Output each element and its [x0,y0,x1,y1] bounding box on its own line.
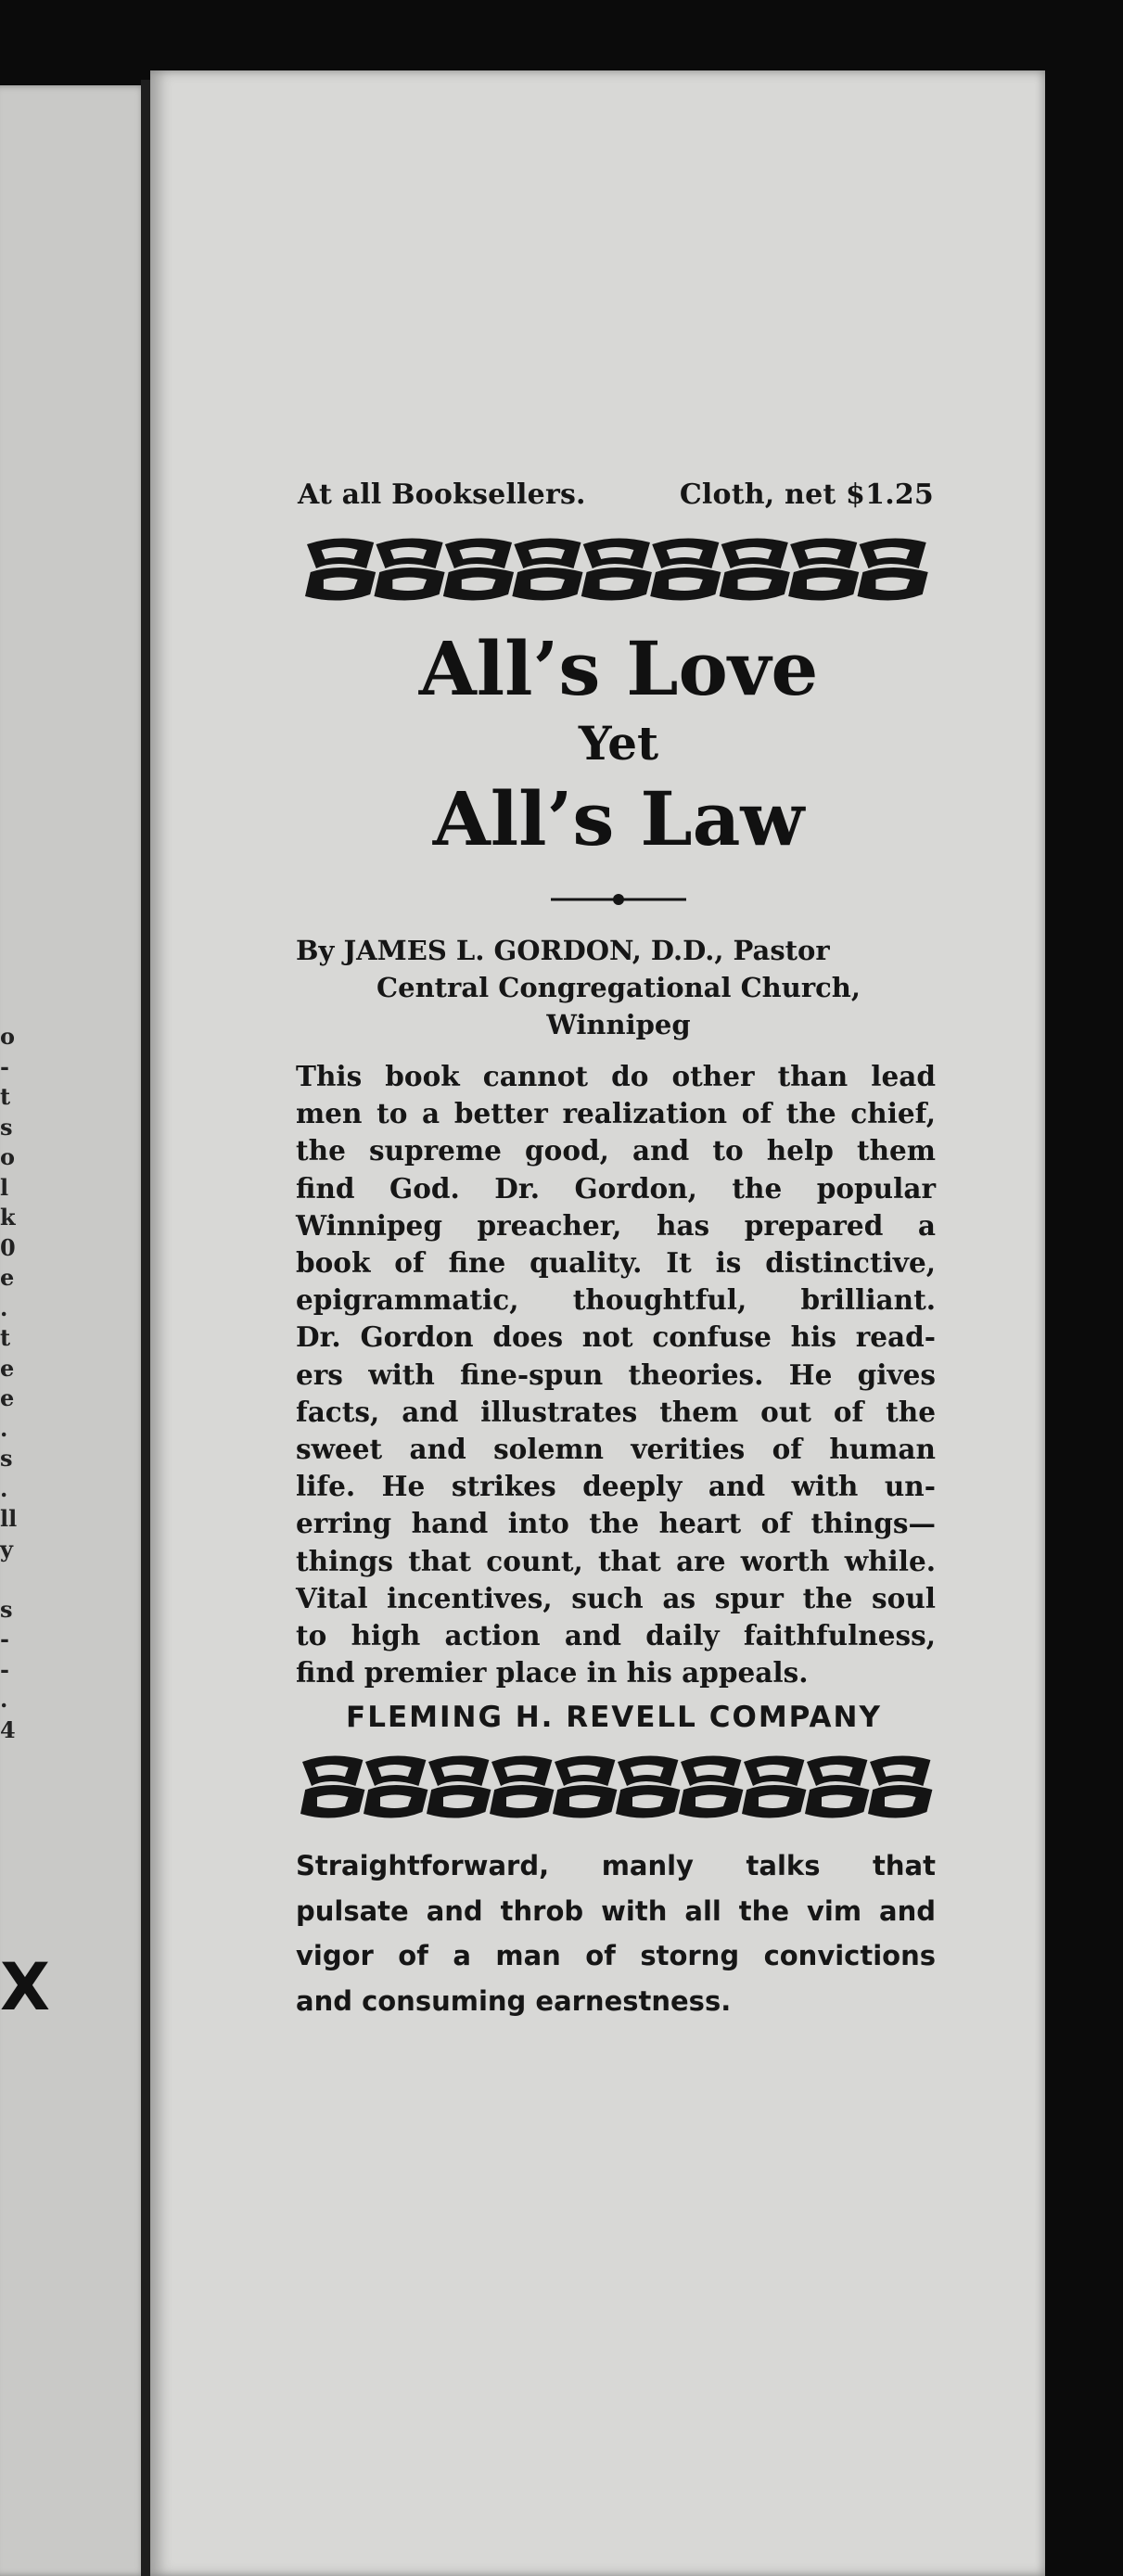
left-edge-char: - [0,1052,9,1080]
byline-church: Central Congregational Church, [376,972,861,1003]
availability-text: At all Booksellers. [298,478,586,511]
left-edge-char: o [0,1023,16,1050]
byline-author: By JAMES L. GORDON, D.D., Pastor [296,935,830,966]
description-line: book of fine quality. It is distinctive, [296,1246,936,1280]
title-line-1: All’s Love [418,625,819,712]
description-line: Dr. Gordon does not confuse his read- [296,1320,936,1354]
left-edge-char: 4 [0,1715,16,1743]
left-edge-char: - [0,1626,9,1652]
left-edge-char: . [0,1414,8,1442]
left-edge-char: o [0,1143,16,1170]
description-line: epigrammatic, thoughtful, brilliant. [296,1283,936,1317]
left-edge-char: 0 [0,1233,16,1261]
left-edge-char: s [0,1113,13,1141]
left-edge-char: t [0,1324,11,1351]
title-divider-rule [549,891,688,908]
description-line: to high action and daily faithfulness, [296,1619,936,1652]
tagline-line: pulsate and throb with all the vim and [296,1894,936,1927]
left-page-x-mark: X [0,1949,50,2025]
left-edge-char: s [0,1445,13,1472]
title-line-3: All’s Law [432,775,805,862]
left-edge-char: y [0,1535,13,1562]
left-edge-char: e [0,1384,15,1411]
left-page-text-edge [0,1022,19,1745]
tagline-line: Straightforward, manly talks that [296,1850,936,1882]
left-edge-char: l [0,1173,9,1201]
description-line: find premier place in his appeals. [296,1656,809,1690]
description-line: facts, and illustrates them out of the [296,1395,936,1428]
left-edge-char: . [0,1686,8,1713]
left-page [0,85,148,2576]
description-line: men to a better realization of the chief, [296,1097,936,1130]
description-line: life. He strikes deeply and with un- [296,1470,936,1503]
description-line: things that count, that are worth while. [296,1544,936,1577]
title-line-2: Yet [578,716,659,771]
description-line: erring hand into the heart of things— [296,1507,936,1540]
left-edge-char: k [0,1204,16,1231]
description-line: This book cannot do other than lead [296,1060,936,1092]
description-line: find God. Dr. Gordon, the popular [296,1171,936,1205]
description-line: sweet and solemn verities of human [296,1433,936,1466]
description-line: ers with fine-spun theories. He gives [296,1358,936,1391]
description-line: Winnipeg preacher, has prepared a [296,1208,936,1242]
left-edge-char: . [0,1474,8,1502]
ornamental-border-top [303,531,934,607]
left-edge-char: ll [0,1505,18,1532]
tagline-line: and consuming earnestness. [296,1984,732,2017]
advertisement-page [150,70,1045,2576]
tagline-line: vigor of a man of storng convictions [296,1940,936,1972]
left-edge-char: e [0,1264,15,1291]
author-byline [294,932,943,1043]
left-edge-char: - [0,1655,9,1683]
tagline [296,1843,936,2023]
byline-city: Winnipeg [546,1009,691,1040]
left-edge-char: e [0,1354,15,1382]
description-line: the supreme good, and to help them [296,1134,936,1167]
publisher-name: FLEMING H. REVELL COMPANY [346,1701,882,1735]
ornamental-border-bottom [299,1749,938,1825]
left-edge-char [0,1564,19,1595]
description-line: Vital incentives, such as spur the soul [296,1581,936,1614]
left-edge-char: t [0,1083,11,1110]
availability-line [296,478,936,511]
book-description [296,1058,936,1691]
left-edge-char: . [0,1294,8,1321]
price-text: Cloth, net $1.25 [679,478,934,511]
left-edge-char: s [0,1595,13,1623]
advertisement [294,478,943,2023]
